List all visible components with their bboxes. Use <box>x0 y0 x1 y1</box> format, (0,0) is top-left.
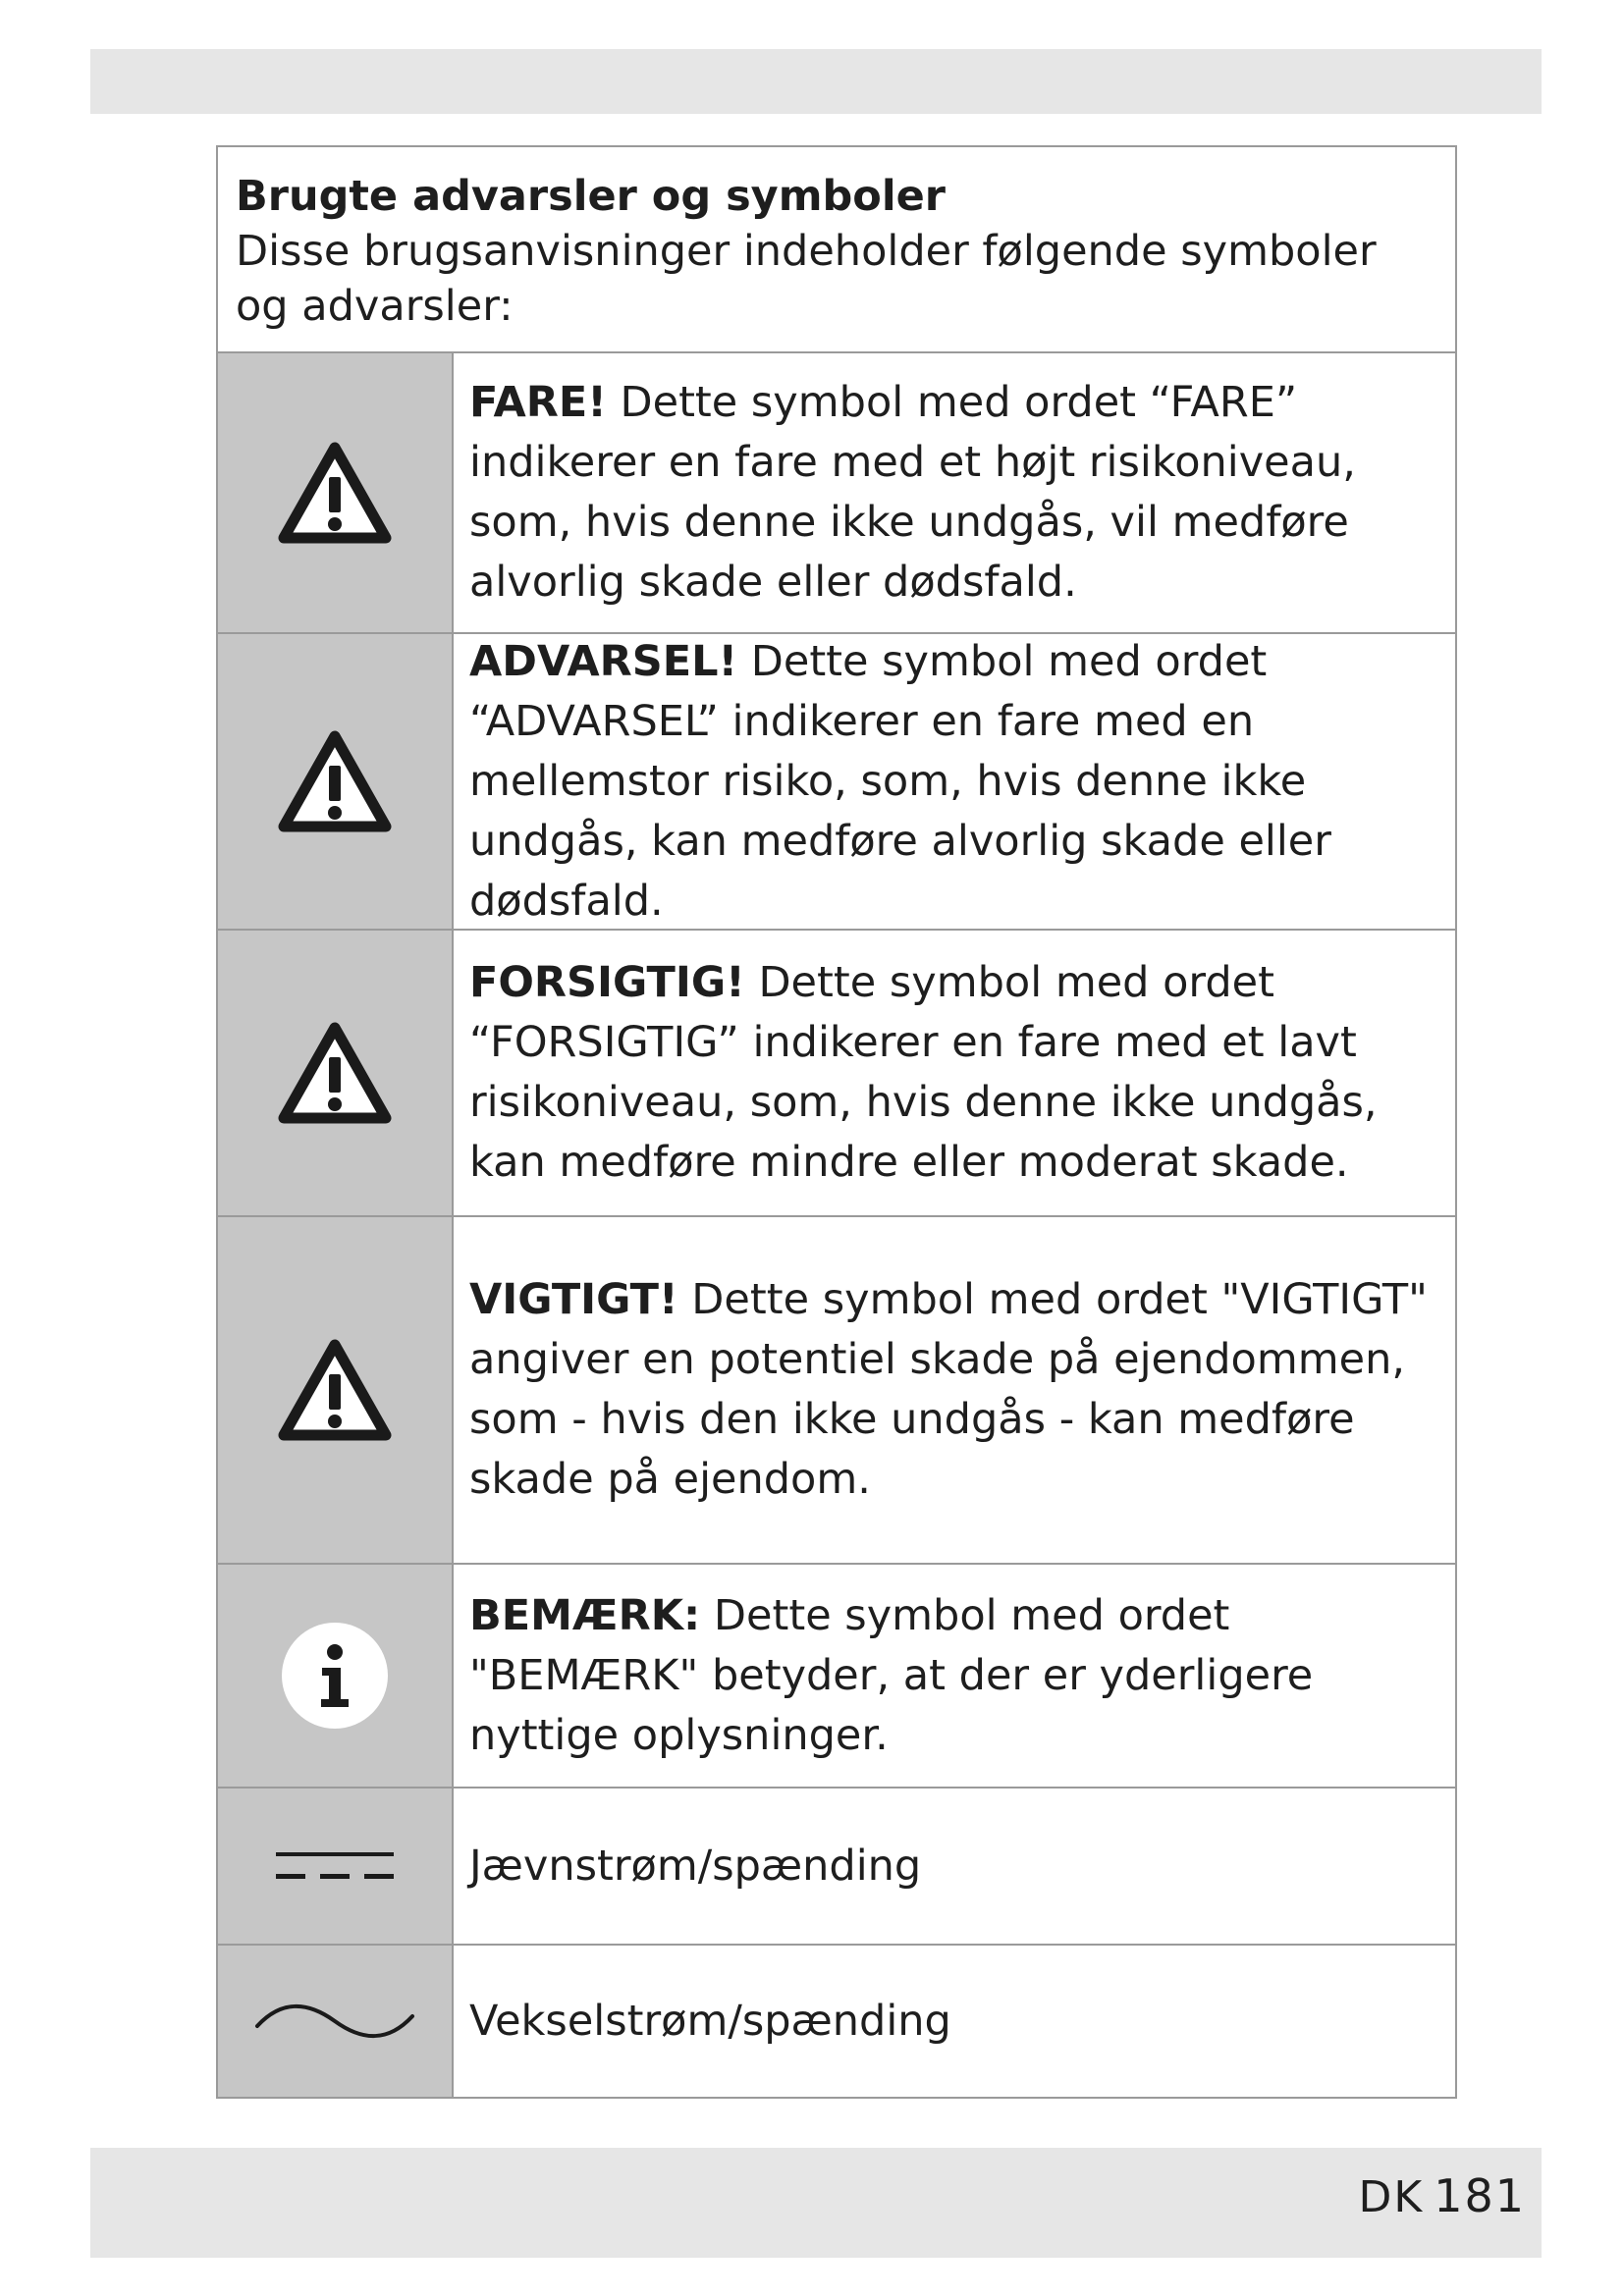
symbol-cell <box>218 1217 454 1563</box>
section-title: Brugte advarsler og symboler <box>236 172 946 221</box>
warning-triangle-icon <box>276 440 394 546</box>
symbol-cell <box>218 1789 454 1944</box>
top-band <box>90 49 1542 114</box>
table-row <box>218 634 1455 931</box>
row-text <box>454 1565 1455 1787</box>
symbol-cell <box>218 634 454 929</box>
row-text <box>454 634 1455 929</box>
alternating-current-icon <box>251 1997 418 2046</box>
symbol-cell <box>218 931 454 1215</box>
symbol-cell <box>218 1565 454 1787</box>
table-row <box>218 1217 1455 1565</box>
row-text <box>454 931 1455 1215</box>
row-text <box>454 353 1455 632</box>
keyword-vigtigt: VIGTIGT! <box>469 1275 678 1324</box>
description: Jævnstrøm/spænding <box>469 1841 922 1891</box>
description: Dette symbol med ordet "BEMÆRK" betyder, at der er yderligere nyttige oplysninger. <box>469 1590 1314 1760</box>
description: Vekselstrøm/spænding <box>469 1996 951 2046</box>
row-text <box>454 1217 1455 1563</box>
table-row <box>218 1946 1455 2097</box>
table-row <box>218 1789 1455 1946</box>
warning-triangle-icon <box>276 1020 394 1126</box>
description: Dette symbol med ordet "VIGTIGT" angiver en potentiel skade på ejendommen, som - hvis den ikke undgås - kan medføre skade på ejendom. <box>469 1275 1428 1504</box>
keyword-fare: FARE! <box>469 378 607 427</box>
table-row <box>218 353 1455 634</box>
keyword-forsigtig: FORSIGTIG! <box>469 958 745 1007</box>
row-text <box>454 1946 1455 2097</box>
warning-triangle-icon <box>276 728 394 834</box>
keyword-advarsel: ADVARSEL! <box>469 636 738 686</box>
warnings-table <box>216 145 1457 2099</box>
info-icon <box>278 1619 392 1733</box>
section-intro: Disse brugsanvisninger indeholder følgende symboler og advarsler: <box>236 227 1377 331</box>
keyword-bemaerk: BEMÆRK: <box>469 1590 701 1640</box>
table-row <box>218 1565 1455 1789</box>
description: Dette symbol med ordet “ADVARSEL” indikerer en fare med en mellemstor risiko, som, hvis denne ikke undgås, kan medføre alvorlig skade eller dødsfald. <box>469 636 1331 926</box>
direct-current-icon <box>274 1846 396 1886</box>
row-text <box>454 1789 1455 1944</box>
description: Dette symbol med ordet “FORSIGTIG” indikerer en fare med et lavt risikoniveau, som, hvis denne ikke undgås, kan medføre mindre eller moderat skade. <box>469 958 1378 1187</box>
bottom-band <box>90 2148 1542 2258</box>
symbol-cell <box>218 353 454 632</box>
description: Dette symbol med ordet “FARE” indikerer en fare med et højt risikoniveau, som, hvis denne ikke undgås, vil medføre alvorlig skade eller dødsfald. <box>469 378 1356 607</box>
warning-triangle-icon <box>276 1337 394 1443</box>
table-header <box>218 147 1455 353</box>
symbol-cell <box>218 1946 454 2097</box>
language-code: DK <box>1358 2172 1425 2222</box>
page-number-value: 181 <box>1434 2169 1526 2222</box>
page-number <box>1358 2169 1526 2222</box>
table-row <box>218 931 1455 1217</box>
